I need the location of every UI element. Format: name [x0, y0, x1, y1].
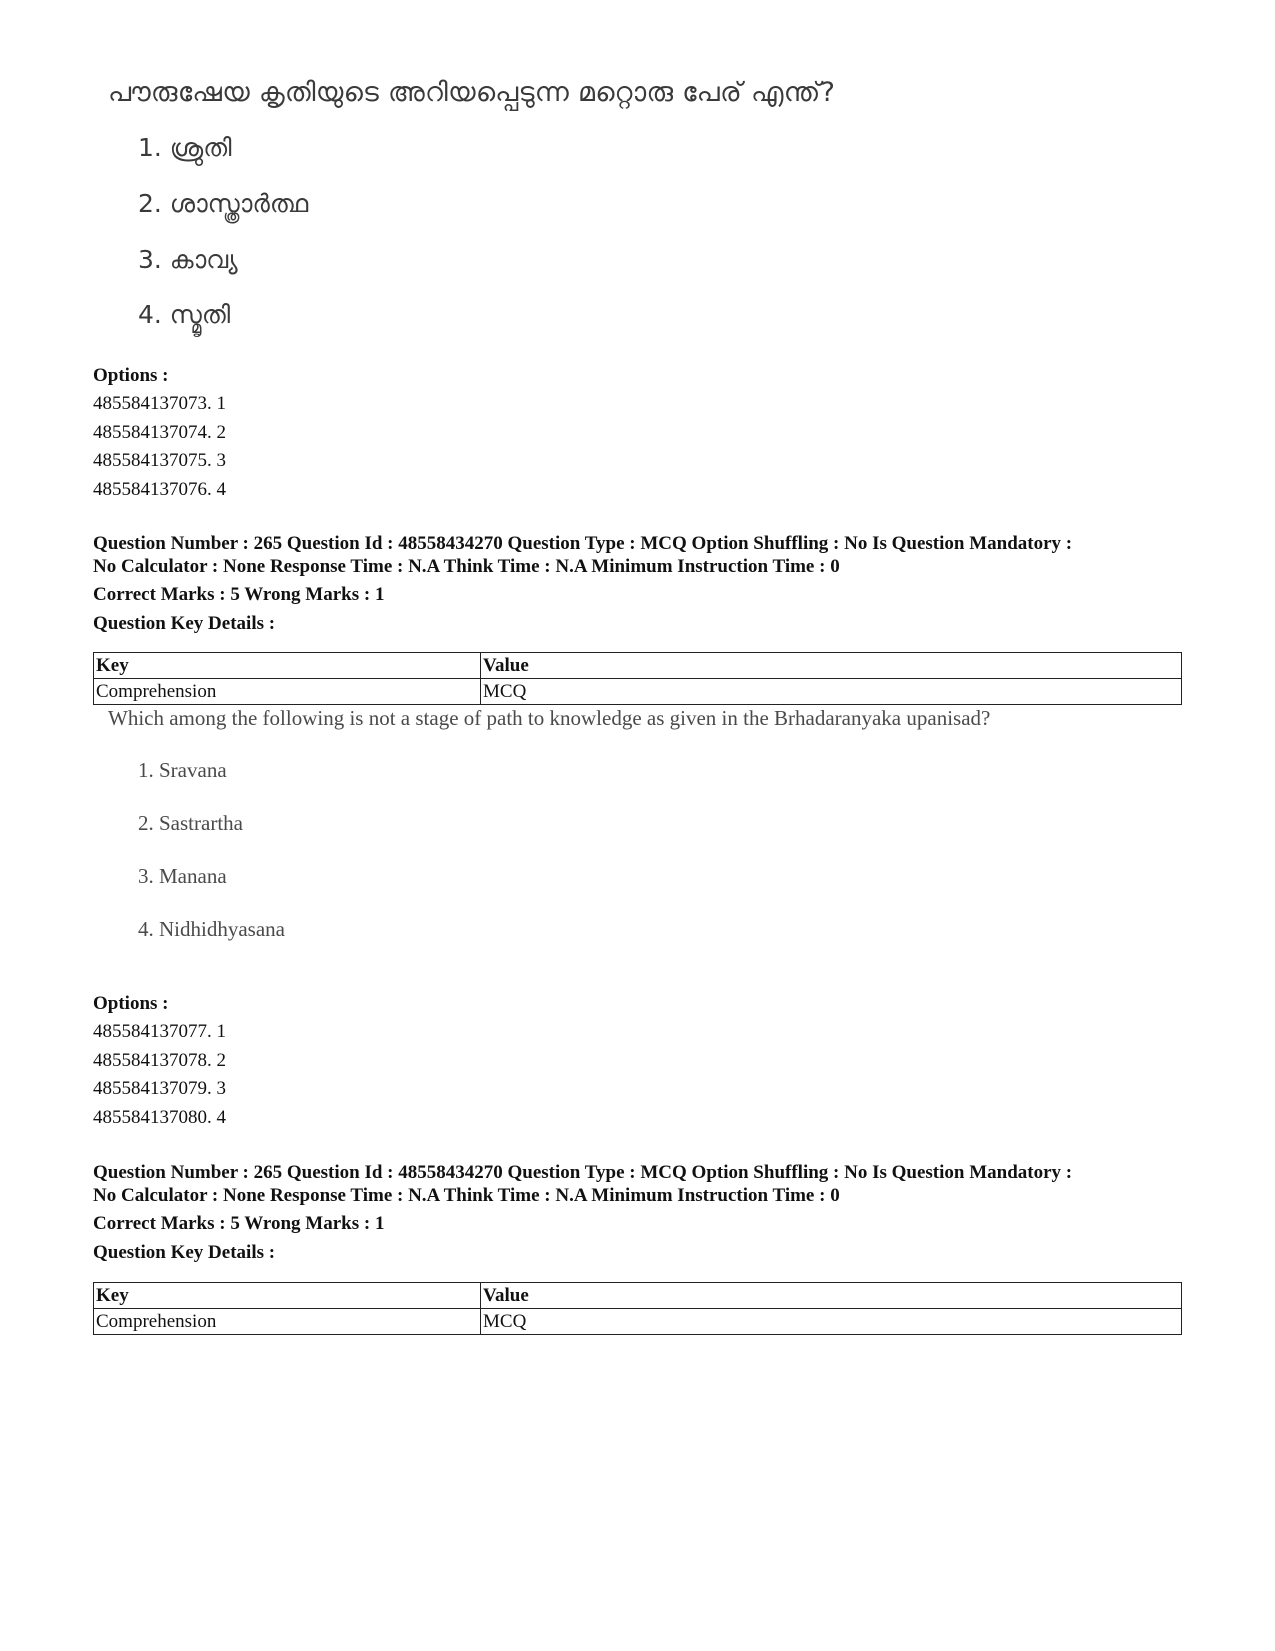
question-meta-2-marks: Correct Marks : 5 Wrong Marks : 1 — [93, 1213, 385, 1234]
option-2-item-4: 485584137080. 4 — [93, 1106, 226, 1128]
options-1-list — [93, 390, 226, 504]
option-1-item-3: 485584137075. 3 — [93, 450, 226, 471]
table-row — [94, 1309, 1182, 1335]
table-cell-value: MCQ — [481, 1309, 1182, 1335]
question-key-table-2 — [93, 1282, 1182, 1335]
option-1-item-4: 485584137076. 4 — [93, 478, 226, 500]
question-2-image — [108, 704, 991, 941]
question-meta-2-key-details-label: Question Key Details : — [93, 1242, 276, 1263]
option-2-item-1: 485584137077. 1 — [93, 1021, 226, 1042]
table-cell-key: Comprehension — [94, 679, 481, 705]
question-2-choice-3: 3. Manana — [138, 864, 227, 888]
option-1-item-1: 485584137073. 1 — [93, 393, 226, 414]
question-2-choice-2: 2. Sastrartha — [138, 811, 243, 835]
question-2-text: Which among the following is not a stage of path to knowledge as given in the Brhadaranyaka upanisad? — [108, 706, 991, 730]
question-meta-1-line-1: Question Number : 265 Question Id : 48558434270 Question Type : MCQ Option Shuffling : No Is Question Mandatory : — [93, 533, 1073, 554]
question-1-image — [108, 76, 836, 329]
question-key-table-1 — [93, 652, 1182, 705]
question-meta-2 — [93, 1161, 1183, 1264]
question-1-choice-4: 4. സ്മൃതി — [138, 300, 231, 329]
question-meta-2-line-1: Question Number : 265 Question Id : 48558434270 Question Type : MCQ Option Shuffling : No Is Question Mandatory : — [93, 1162, 1073, 1183]
options-1-label: Options : — [93, 365, 169, 386]
question-meta-1-marks: Correct Marks : 5 Wrong Marks : 1 — [93, 584, 385, 605]
question-2-choice-4: 4. Nidhidhyasana — [138, 917, 285, 941]
question-1-choice-3: 3. കാവ്യ — [138, 245, 238, 274]
table-header-value: Value — [481, 653, 1182, 679]
table-header-row — [94, 653, 1182, 679]
question-2-choice-1: 1. Sravana — [138, 758, 227, 782]
options-2-label: Options : — [93, 993, 169, 1014]
table-cell-key: Comprehension — [94, 1309, 481, 1335]
question-meta-1 — [93, 532, 1183, 635]
option-2-item-2: 485584137078. 2 — [93, 1049, 226, 1071]
option-1-item-2: 485584137074. 2 — [93, 421, 226, 443]
table-header-row — [94, 1283, 1182, 1309]
question-1-text: പൗരുഷേയ കൃതിയുടെ അറിയപ്പെടുന്ന മറ്റൊരു പേര് എന്ത്? — [108, 77, 836, 108]
table-row — [94, 679, 1182, 705]
options-2-list — [93, 1018, 226, 1132]
table-header-key: Key — [94, 1283, 481, 1309]
question-1-choice-1: 1. ശ്രുതി — [138, 133, 232, 162]
question-1-choice-2: 2. ശാസ്ത്രാർത്ഥ — [138, 189, 309, 218]
question-meta-1-key-details-label: Question Key Details : — [93, 613, 276, 634]
table-cell-value: MCQ — [481, 679, 1182, 705]
question-meta-1-line-2: No Calculator : None Response Time : N.A Think Time : N.A Minimum Instruction Time : 0 — [93, 556, 840, 577]
table-header-key: Key — [94, 653, 481, 679]
table-header-value: Value — [481, 1283, 1182, 1309]
option-2-item-3: 485584137079. 3 — [93, 1078, 226, 1099]
question-meta-2-line-2: No Calculator : None Response Time : N.A Think Time : N.A Minimum Instruction Time : 0 — [93, 1185, 840, 1206]
